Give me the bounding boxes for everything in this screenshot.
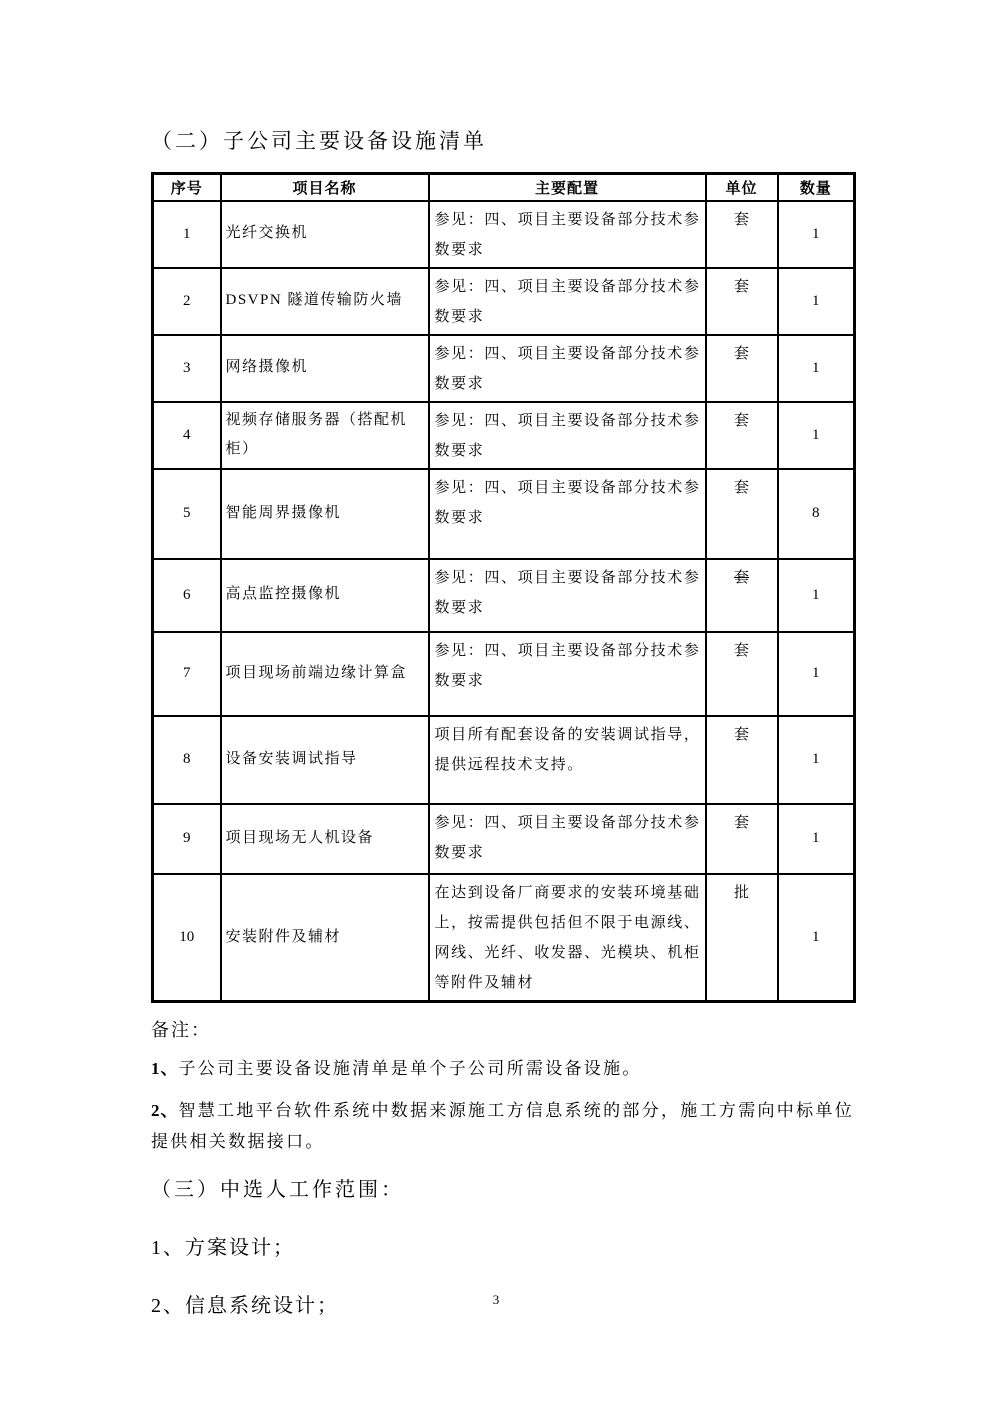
- table-row: [153, 716, 855, 804]
- table-row: [153, 559, 855, 632]
- cell-unit-strikethrough: [706, 559, 778, 632]
- cell-qty: 1: [778, 559, 855, 632]
- note-item-1: [151, 1054, 854, 1084]
- document-content: [151, 0, 854, 1318]
- scope-item-text: 方案设计；: [185, 1236, 295, 1259]
- cell-no: 1: [153, 201, 221, 268]
- cell-unit: 套: [706, 804, 778, 874]
- cell-name: 设备安装调试指导: [221, 716, 429, 804]
- cell-no: 3: [153, 335, 221, 402]
- scope-item-number: 1、: [151, 1236, 185, 1259]
- cell-config: 项目所有配套设备的安装调试指导，提供远程技术支持。: [429, 716, 706, 804]
- note-text: 子公司主要设备设施清单是单个子公司所需设备设施。: [178, 1059, 642, 1078]
- cell-config: 参见：四、项目主要设备部分技术参数要求: [429, 632, 706, 716]
- cell-qty: 1: [778, 201, 855, 268]
- cell-config: 参见：四、项目主要设备部分技术参数要求: [429, 559, 706, 632]
- section-2-title: （二）子公司主要设备设施清单: [151, 129, 487, 153]
- cell-unit: 套: [706, 632, 778, 716]
- cell-no: 7: [153, 632, 221, 716]
- page-number: 3: [492, 1292, 500, 1307]
- cell-qty: 8: [778, 469, 855, 559]
- cell-no: 10: [153, 874, 221, 1002]
- cell-config: 参见：四、项目主要设备部分技术参数要求: [429, 268, 706, 335]
- cell-unit: 套: [706, 268, 778, 335]
- cell-unit: 套: [706, 335, 778, 402]
- col-header-name: 项目名称: [221, 174, 429, 201]
- cell-config: 参见：四、项目主要设备部分技术参数要求: [429, 335, 706, 402]
- section-3-heading: （三）中选人工作范围：: [151, 1178, 404, 1201]
- table-row: [153, 874, 855, 1002]
- cell-name: 安装附件及辅材: [221, 874, 429, 1002]
- table-row: [153, 402, 855, 469]
- cell-unit: 套: [706, 201, 778, 268]
- cell-name: 高点监控摄像机: [221, 559, 429, 632]
- cell-name: 视频存储服务器（搭配机柜）: [221, 402, 429, 469]
- cell-unit: 套: [706, 716, 778, 804]
- cell-config: 参见：四、项目主要设备部分技术参数要求: [429, 804, 706, 874]
- table-row: [153, 201, 855, 268]
- col-header-no: 序号: [153, 174, 221, 201]
- scope-item-text: 信息系统设计；: [185, 1294, 339, 1317]
- table-row: [153, 469, 855, 559]
- notes-label: 备注：: [151, 1020, 211, 1040]
- cell-qty: 1: [778, 632, 855, 716]
- equipment-table: [151, 172, 856, 1003]
- cell-no: 2: [153, 268, 221, 335]
- cell-qty: 1: [778, 804, 855, 874]
- cell-name: DSVPN 隧道传输防火墙: [221, 268, 429, 335]
- note-number: 2、: [151, 1101, 179, 1121]
- cell-no: 6: [153, 559, 221, 632]
- cell-name: 项目现场前端边缘计算盒: [221, 632, 429, 716]
- cell-name: 光纤交换机: [221, 201, 429, 268]
- table-row: [153, 335, 855, 402]
- cell-unit: 套: [706, 469, 778, 559]
- table-row: [153, 804, 855, 874]
- cell-name: 智能周界摄像机: [221, 469, 429, 559]
- scope-item-number: 2、: [151, 1294, 185, 1317]
- note-text: 智慧工地平台软件系统中数据来源施工方信息系统的部分，施工方需向中标单位提供相关数据接口。: [151, 1101, 854, 1151]
- table-header-row: [153, 174, 855, 201]
- cell-unit: 批: [706, 874, 778, 1002]
- note-item-2: [151, 1096, 854, 1157]
- unit-struck-text: 套: [733, 569, 749, 586]
- cell-name: 网络摄像机: [221, 335, 429, 402]
- cell-no: 8: [153, 716, 221, 804]
- table-row: [153, 632, 855, 716]
- table-row: [153, 268, 855, 335]
- cell-config: 在达到设备厂商要求的安装环境基础上，按需提供包括但不限于电源线、网线、光纤、收发器、光模块、机柜等附件及辅材: [429, 874, 706, 1002]
- cell-config: 参见：四、项目主要设备部分技术参数要求: [429, 201, 706, 268]
- cell-qty: 1: [778, 335, 855, 402]
- scope-item-1: [151, 1231, 854, 1260]
- cell-no: 5: [153, 469, 221, 559]
- cell-qty: 1: [778, 874, 855, 1002]
- col-header-qty: 数量: [778, 174, 855, 201]
- cell-config: 参见：四、项目主要设备部分技术参数要求: [429, 402, 706, 469]
- cell-config: 参见：四、项目主要设备部分技术参数要求: [429, 469, 706, 559]
- cell-unit: 套: [706, 402, 778, 469]
- note-number: 1、: [151, 1059, 179, 1078]
- cell-qty: 1: [778, 268, 855, 335]
- cell-qty: 1: [778, 402, 855, 469]
- col-header-config: 主要配置: [429, 174, 706, 201]
- cell-no: 9: [153, 804, 221, 874]
- cell-no: 4: [153, 402, 221, 469]
- col-header-unit: 单位: [706, 174, 778, 201]
- cell-name: 项目现场无人机设备: [221, 804, 429, 874]
- cell-qty: 1: [778, 716, 855, 804]
